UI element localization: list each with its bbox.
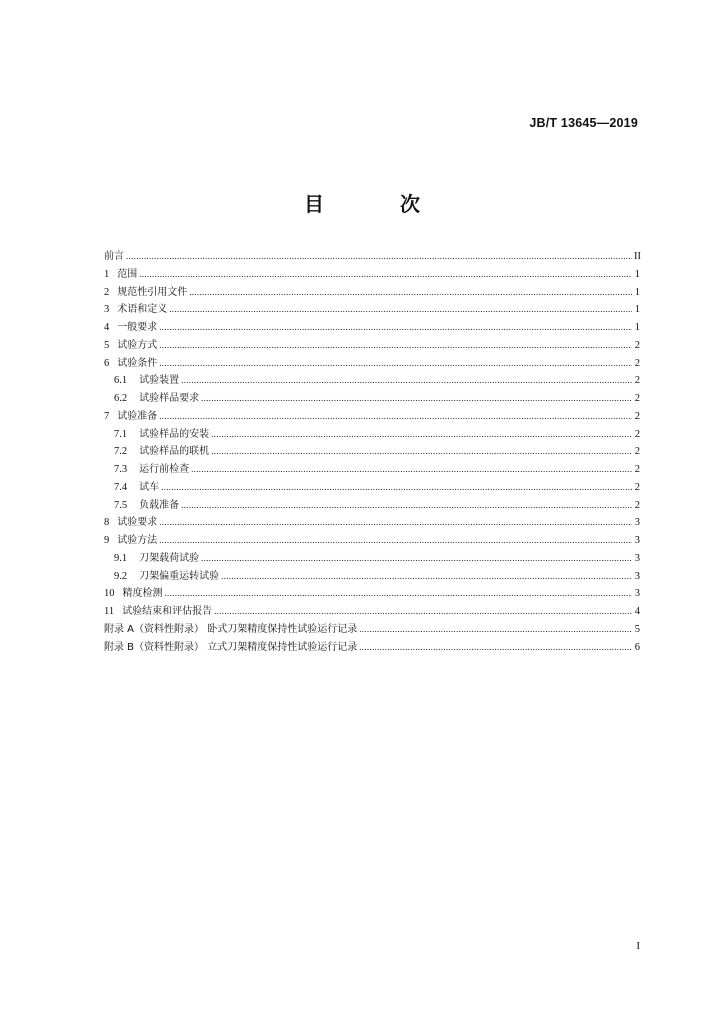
toc-entry-page: 2 [634,481,640,493]
toc-dot-leader [201,390,632,408]
toc-entry-label: 刀架偏重运转试验 [139,570,220,582]
toc-entry-label: 范围 [117,268,138,280]
toc-dot-leader [211,426,632,444]
toc-dot-leader [159,319,632,337]
toc-entry[interactable] [104,319,640,337]
toc-entry-page: 1 [634,286,640,298]
toc-entry-page: 3 [634,517,640,529]
toc-entry[interactable] [104,603,640,621]
toc-entry[interactable] [104,461,640,479]
toc-dot-leader [191,461,632,479]
toc-entry[interactable] [104,266,640,284]
toc-entry-page: 3 [634,552,640,564]
toc-dot-leader [181,497,632,515]
toc-entry-label: 试验要求 [117,517,158,529]
toc-entry-page: 2 [634,464,640,475]
toc-entry-label: 刀架载荷试验 [139,552,200,564]
toc-entry-number: 7.1 [114,428,128,440]
toc-dot-leader [139,266,632,284]
toc-dot-leader [159,355,632,373]
toc-entry[interactable] [104,479,640,497]
toc-entry-page: 2 [634,339,640,351]
toc-dot-leader [126,248,632,266]
toc-dot-leader [159,532,632,550]
toc-entry[interactable] [104,248,640,266]
toc-dot-leader [201,550,632,568]
toc-entry-number: 7.4 [114,481,128,493]
toc-entry[interactable] [104,621,640,639]
toc-entry-label: 附录 A（资料性附录） 卧式刀架精度保持性试验运行记录 [104,623,358,635]
toc-entry[interactable] [104,284,640,302]
toc-entry-number: 1 [104,268,110,280]
toc-entry-label: 负载准备 [139,499,180,511]
toc-dot-leader [165,585,633,603]
toc-entry-page: 4 [634,606,640,617]
toc-entry-number: 9.2 [114,570,128,582]
toc-entry[interactable] [104,390,640,408]
toc-dot-leader [169,301,632,319]
toc-entry-number: 7.2 [114,446,128,458]
toc-entry-number: 10 [104,588,115,600]
toc-entry-page: 2 [634,410,640,422]
toc-dot-leader [189,284,632,302]
toc-entry-number: 6 [104,357,110,369]
toc-entry-label: 精度检测 [122,588,163,600]
toc-entry-label: 前言 [104,251,124,262]
toc-entry-page: 2 [634,428,640,440]
toc-entry-page: 1 [634,304,640,316]
toc-entry[interactable] [104,568,640,586]
page-number: I [636,940,640,952]
toc-title: 目 次 [304,192,448,216]
toc-entry-page: 5 [634,623,640,635]
toc-dot-leader [211,443,632,461]
toc-dot-leader [159,514,632,532]
toc-dot-leader [221,568,632,586]
toc-entry-label: 术语和定义 [117,304,168,316]
toc-entry-number: 6.2 [114,393,128,404]
toc-entry-page: 3 [634,570,640,582]
toc-entry-page: II [634,251,641,262]
toc-entry-number: 9 [104,535,110,546]
toc-entry-label: 试车 [139,481,160,493]
toc-entry[interactable] [104,585,640,603]
toc-entry-label: 一般要求 [117,322,158,333]
toc-entry-number: 3 [104,304,110,316]
toc-entry-page: 2 [634,357,640,369]
toc-entry-label: 试验装置 [139,375,180,387]
toc-dot-leader [159,337,632,355]
toc-entry-page: 2 [634,393,640,404]
toc-entry[interactable] [104,532,640,550]
table-of-contents [104,248,640,656]
toc-entry-label: 试验方法 [117,535,158,546]
toc-entry-page: 3 [634,588,640,600]
toc-dot-leader [359,621,632,639]
toc-entry[interactable] [104,514,640,532]
toc-entry-label: 规范性引用文件 [117,286,188,298]
toc-dot-leader [181,372,632,390]
toc-entry-label: 附录 B（资料性附录） 立式刀架精度保持性试验运行记录 [104,641,358,653]
toc-entry-number: 4 [104,322,110,333]
toc-entry[interactable] [104,426,640,444]
toc-entry-page: 2 [634,446,640,458]
toc-dot-leader [359,639,632,657]
toc-entry[interactable] [104,408,640,426]
toc-entry-label: 运行前检查 [139,464,190,475]
toc-entry-label: 试验样品的联机 [139,446,210,458]
toc-entry-page: 2 [634,375,640,387]
toc-dot-leader [214,603,632,621]
toc-entry[interactable] [104,301,640,319]
toc-entry-page: 6 [634,641,640,653]
toc-dot-leader [161,479,632,497]
standard-code: JB/T 13645—2019 [529,116,638,130]
toc-entry[interactable] [104,639,640,657]
toc-entry-label: 试验方式 [117,339,158,351]
toc-entry[interactable] [104,497,640,515]
toc-entry-label: 试验样品要求 [139,393,200,404]
toc-entry-number: 5 [104,339,110,351]
toc-entry-number: 6.1 [114,375,128,387]
toc-entry[interactable] [104,443,640,461]
toc-entry-label: 试验样品的安装 [139,428,210,440]
toc-entry[interactable] [104,372,640,390]
toc-entry-number: 8 [104,517,110,529]
toc-entry[interactable] [104,550,640,568]
toc-entry-number: 11 [104,606,115,617]
toc-entry-page: 1 [634,322,640,333]
toc-entry-label: 试验结束和评估报告 [122,606,213,617]
toc-entry-number: 7 [104,410,110,422]
toc-dot-leader [159,408,632,426]
toc-entry-number: 7.5 [114,499,128,511]
toc-entry-page: 3 [634,535,640,546]
toc-entry-page: 2 [634,499,640,511]
toc-entry-number: 7.3 [114,464,128,475]
toc-entry-number: 9.1 [114,552,128,564]
toc-entry-number: 2 [104,286,110,298]
toc-entry[interactable] [104,337,640,355]
toc-entry-page: 1 [634,268,640,280]
toc-entry-label: 试验准备 [117,410,158,422]
toc-entry-label: 试验条件 [117,357,158,369]
toc-entry[interactable] [104,355,640,373]
